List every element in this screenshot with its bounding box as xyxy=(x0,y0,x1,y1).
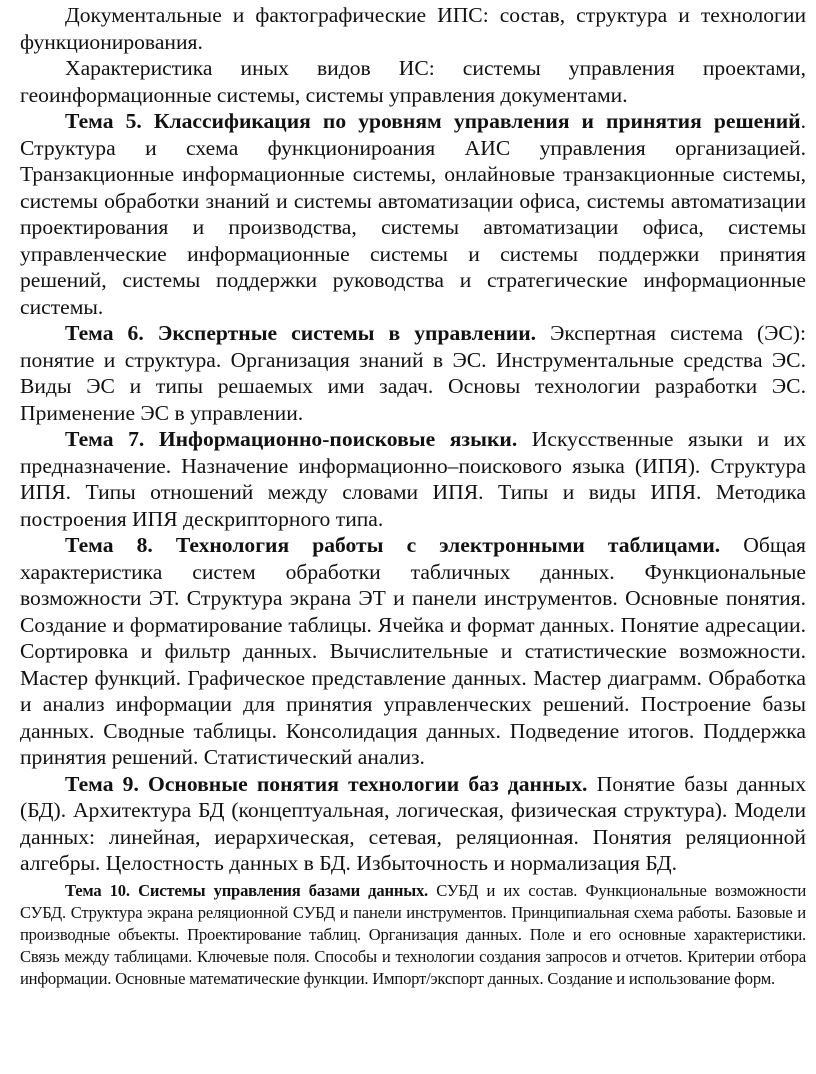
topic-text: Экспертная система (ЭС): понятие и структура. Организация знаний в ЭС. Инструментальные средства ЭС. Виды ЭС и типы решаемых ими задач. Основы технологии разработки ЭС. Применение ЭС в управлении. xyxy=(20,321,806,425)
paragraph-text: Характеристика иных видов ИС: системы управления проектами, геоинформационные системы, системы управления документами. xyxy=(20,56,806,107)
paragraph-ips xyxy=(20,2,806,55)
topic-9 xyxy=(20,771,806,877)
topic-6 xyxy=(20,320,806,426)
paragraph-text: Документальные и фактографические ИПС: состав, структура и технологии функционирования. xyxy=(20,3,806,54)
topic-10 xyxy=(20,880,806,990)
topic-text: Общая характеристика систем обработки табличных данных. Функциональные возможности ЭТ. Структура экрана ЭТ и панели инструментов. Основные понятия. Создание и форматирование таблицы. Ячейка и формат данных. Понятие адресации. Сортировка и фильтр данных. Вычислительные и статистические возможности. Мастер функций. Графическое представление данных. Мастер диаграмм. Обработка и анализ информации для принятия управленческих решений. Построение базы данных. Сводные таблицы. Консолидация данных. Подведение итогов. Поддержка принятия решений. Статистический анализ. xyxy=(20,533,806,769)
paragraph-other-is xyxy=(20,55,806,108)
topic-7 xyxy=(20,426,806,532)
topic-text: СУБД и их состав. Функциональные возможности СУБД. Структура экрана реляционной СУБД и панели инструментов. Принципиальная схема работы. Базовые и производные объекты. Проектирование таблиц. Организация данных. Поле и его основные характеристики. Связь между таблицами. Ключевые поля. Способы и технологии создания запросов и отчетов. Критерии отбора информации. Основные математические функции. Импорт/экспорт данных. Создание и использование форм. xyxy=(20,880,806,988)
topic-title: Тема 5. Классификация по уровням управления и принятия решений xyxy=(65,109,801,133)
topic-text: . Структура и схема функционироания АИС управления организацией. Транзакционные информационные системы, онлайновые транзакционные системы, системы обработки знаний и системы автоматизации офиса, системы автоматизации проектирования и производства, системы автоматизации офиса, системы управленческие информационные системы и системы поддержки принятия решений, системы поддержки руководства и стратегические информационные системы. xyxy=(20,109,806,319)
topic-title: Тема 10. Системы управления базами данных. xyxy=(65,880,428,900)
topic-title: Тема 9. Основные понятия технологии баз данных. xyxy=(65,771,588,796)
topic-8 xyxy=(20,532,806,771)
document-page xyxy=(20,2,806,990)
topic-text: Понятие базы данных (БД). Архитектура БД (концептуальная, логическая, физическая структура). Модели данных: линейная, иерархическая, сетевая, реляционная. Понятия реляционной алгебры. Целостность данных в БД. Избыточность и нормализация БД. xyxy=(20,771,807,875)
topic-5 xyxy=(20,108,806,320)
topic-text: Искусственные языки и их предназначение. Назначение информационно–поискового языка (ИПЯ). Структура ИПЯ. Типы отношений между словами ИПЯ. Типы и виды ИПЯ. Методика построения ИПЯ дескрипторного типа. xyxy=(20,427,806,531)
topic-title: Тема 8. Технология работы с электронными таблицами. xyxy=(65,533,721,557)
topic-title: Тема 6. Экспертные системы в управлении. xyxy=(65,321,537,345)
topic-title: Тема 7. Информационно-поисковые языки. xyxy=(65,427,518,451)
